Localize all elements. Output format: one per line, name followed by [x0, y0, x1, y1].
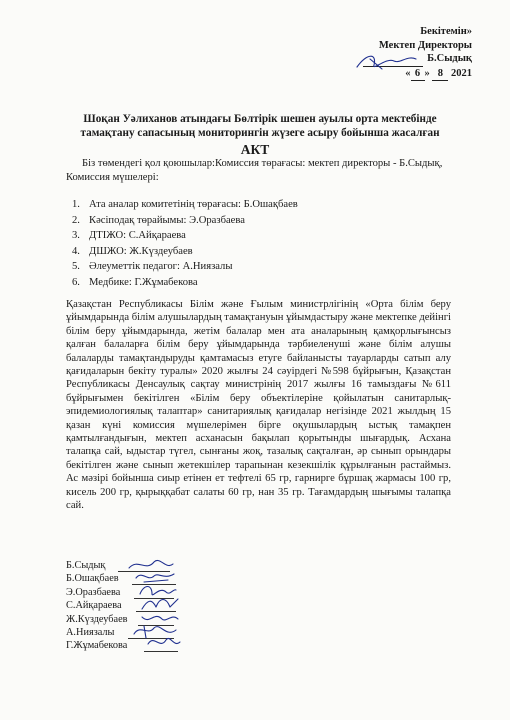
- signer-name: Г.Жұмабекова: [66, 640, 128, 652]
- approval-date-year: 2021: [451, 67, 472, 79]
- signature-icon: [146, 634, 182, 652]
- director-signature-icon: [352, 49, 422, 73]
- approval-line-2: Мектеп Директоры: [378, 39, 472, 51]
- document-title: Шоқан Уәлиханов атындағы Бөлтірік шешен ауылы орта мектебінде тамақтану сапасының мониторингін жүзеге асыру бойынша жасалған: [80, 113, 440, 139]
- list-item: 1. Ата аналар комитетінің төрағасы: Б.Ошақбаев: [72, 199, 298, 210]
- commission-member-list: [72, 197, 298, 290]
- act-body-paragraph: Қазақстан Республикасы Білім және Ғылым министрлігінің «Орта білім беру ұйымдарында білім алушылардың тамақтануын ұйымдастыру және мектепке дейінгі білім беру ұйымдарында, жетім балалар мен ата аналарының қамқорлығынсыз қалған балаларға білім беру ұйымдарында тәрбиеленуші және білім алушы балаларды тамақтандыруды қамтамасыз етуге байланысты тауарларды сатып алу қағидаларын бекіту туралы» 2020 жылғы 24 сәуірдегі №598 бұйрығын, Қазақстан Республикасы Денсаулық сақтау министрінің 2017 жылғы 16 тамыздағы №611 бұйрығымен бекітілген «Білім беру объектілеріне қойылатын санитарлық-эпидемиологиялық талаптар» санитариялық қағидалар негізінде 2021 жылдың 15 қазан күні комиссия мүшелерімен бірге оқушылардың ыстық тамақпен қамтылғандығын, мектеп асханасын бақылап қорытынды шығардық. Асхана талапқа сай, ыдыстар түгел, сынғаны жоқ, тазалық сақталған, әр сынып орындары бекітілген және сынып жетекшілер тарапынан кезекшілік құрылғанын растаймыз. Ас мәзірі бойынша сиыр етінен ет тефтелі 65 гр, гарнирге бұршақ жармасы 100 гр, кисель 200 гр, қырыққабат салаты 60 гр, нан 35 гр. Тағамдардың шығымы талапқа сай.: [66, 299, 451, 512]
- list-item: 2. Кәсіподақ төрайымы: Э.Оразбаева: [72, 214, 245, 226]
- approval-director-name: Б.Сыдық: [427, 53, 472, 64]
- signer-name: Б.Ошақбаев: [66, 573, 119, 585]
- approval-line-1: Бекітемін»: [420, 26, 472, 37]
- signature-row: [66, 572, 128, 585]
- list-item: 4. ДШЖО: Ж.Күздеубаев: [72, 245, 193, 257]
- signature-row: [66, 626, 128, 639]
- approval-date-month: 8: [432, 67, 448, 82]
- act-heading: АКТ: [240, 142, 270, 157]
- list-item: 6. Медбике: Г.Жұмабекова: [72, 276, 198, 288]
- signature-list: [66, 559, 128, 653]
- approval-date-day: 6: [411, 67, 425, 82]
- signer-name: С.Айқараева: [66, 600, 122, 612]
- signer-name: Б.Сыдық: [66, 560, 106, 571]
- signature-row: [66, 586, 128, 599]
- signature-row: [66, 559, 128, 572]
- signature-row: [66, 613, 128, 626]
- signature-row: [66, 639, 128, 652]
- approval-block: [312, 25, 472, 81]
- list-item: 5. Әлеуметтік педагог: А.Ниязалы: [72, 261, 233, 272]
- intro-paragraph: Біз төмендегі қол қоюшылар:Комиссия төрағасы: мектеп директоры - Б.Сыдық, Комиссия мүшелері:: [66, 158, 443, 183]
- list-item: 3. ДТІЖО: С.Айқараева: [72, 230, 186, 241]
- signer-name: Ж.Күздеубаев: [66, 613, 128, 625]
- signature-row: [66, 599, 128, 612]
- signer-name: Э.Оразбаева: [66, 586, 121, 598]
- approval-date: « 6 » 8 2021: [312, 67, 472, 82]
- signer-name: А.Ниязалы: [66, 626, 115, 638]
